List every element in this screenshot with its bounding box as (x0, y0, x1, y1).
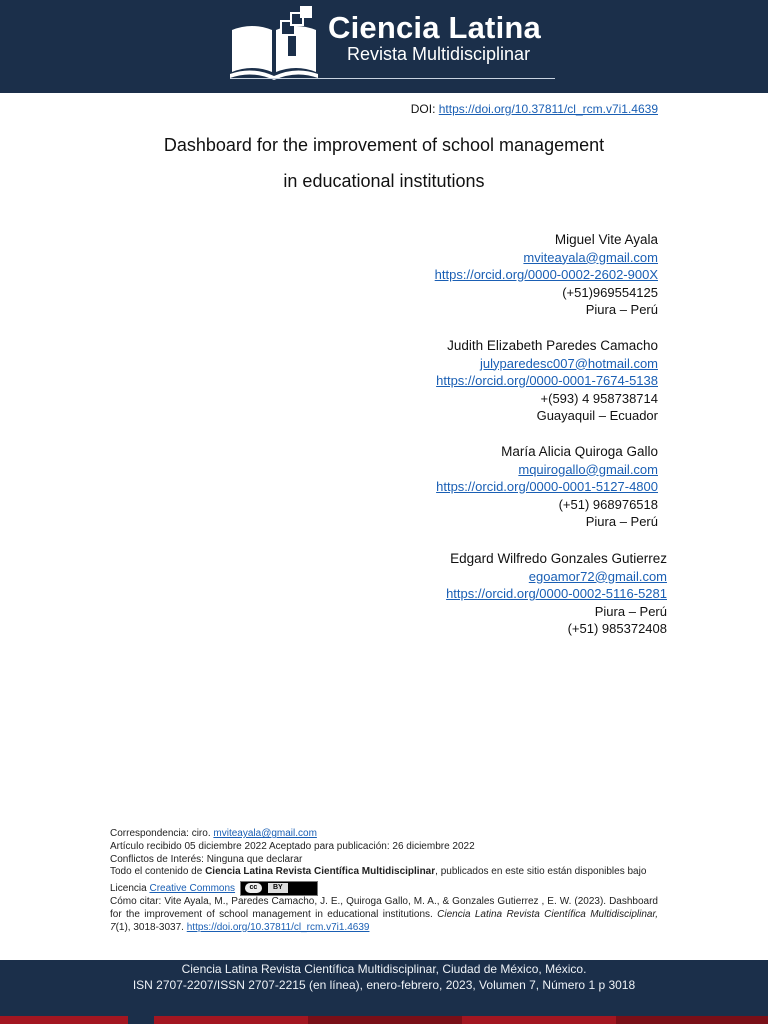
license-label: Licencia (110, 883, 150, 895)
paper-title-line-1: Dashboard for the improvement of school management (163, 135, 605, 155)
author-location: Piura – Perú (594, 603, 667, 619)
paper-title-line-2: in educational institutions (283, 171, 485, 191)
citation-issue: (1), 3018-3037. (115, 921, 187, 933)
author-phone: (+51) 968976518 (558, 496, 658, 512)
brand-title: Ciencia Latina (328, 10, 541, 45)
license-link[interactable]: Creative Commons (149, 883, 236, 895)
author-orcid[interactable]: https://orcid.org/0000-0001-7674-5138 (436, 373, 658, 388)
footer-stripe (308, 1016, 462, 1024)
doi-label: DOI: (410, 102, 439, 116)
author-location: Guayaquil – Ecuador (536, 408, 658, 423)
footer-stripe (154, 1016, 308, 1024)
content-suffix: , publicados en este sitio están disponibles bajo (435, 866, 647, 878)
citation-volume: , 7 (110, 908, 659, 933)
footer-stripe (128, 1016, 154, 1024)
citation-body: Cómo citar: Vite Ayala, M., Paredes Camacho, J. E., Quiroga Gallo, M. A., & Gonzales Gutierrez , E. W. (2023). Dashboard for the improvement of school management in educational institutions. (110, 896, 658, 920)
footer-line-1: Ciencia Latina Revista Científica Multidisciplinar, Ciudad de México, México. (181, 962, 587, 976)
article-footnote (110, 828, 658, 935)
author-phone: +(593) 4 958738714 (540, 390, 658, 406)
author-name: María Alicia Quiroga Gallo (501, 444, 658, 459)
correspondence-line (110, 828, 658, 841)
correspondence-label: Correspondencia: ciro. (110, 828, 214, 839)
author-orcid[interactable]: https://orcid.org/0000-0002-2602-900X (434, 267, 658, 282)
author-email[interactable]: egoamor72@gmail.com (528, 568, 667, 584)
author-phone: (+51)969554125 (562, 284, 658, 300)
correspondence-email[interactable]: mviteayala@gmail.com (213, 828, 317, 839)
author-block (446, 550, 667, 638)
conflicts-line: Conflictos de Interés: Ninguna que declarar (110, 853, 303, 865)
author-orcid[interactable]: https://orcid.org/0000-0002-5116-5281 (446, 586, 667, 601)
doi-line (411, 102, 658, 116)
author-block (436, 337, 658, 425)
author-name: Judith Elizabeth Paredes Camacho (447, 338, 658, 353)
citation-text (110, 896, 658, 934)
brand-divider (230, 78, 555, 79)
footer-line-2: ISN 2707-2207/ISSN 2707-2215 (en línea), enero-febrero, 2023, Volumen 7, Número 1 p 3018 (132, 978, 636, 992)
footer-stripe (616, 1016, 768, 1024)
author-block (435, 231, 658, 319)
author-location: Piura – Perú (585, 514, 658, 529)
author-block (436, 443, 658, 531)
journal-footer (0, 960, 768, 1016)
brand-subtitle: Revista Multidisciplinar (347, 44, 531, 64)
footer-stripe (0, 1016, 128, 1024)
author-name: Edgard Wilfredo Gonzales Gutierrez (450, 551, 667, 566)
journal-header (0, 0, 768, 93)
citation-journal: Ciencia Latina Revista Científica Multidisciplinar (437, 908, 656, 920)
author-location: Piura – Perú (585, 302, 658, 317)
author-email[interactable]: julyparedesc007@hotmail.com (480, 355, 658, 371)
doi-link[interactable]: https://doi.org/10.37811/cl_rcm.v7i1.4639 (438, 102, 658, 116)
author-phone: (+51) 985372408 (567, 621, 667, 636)
open-book-logo-icon (228, 6, 320, 80)
received-line: Artículo recibido 05 diciembre 2022 Aceptado para publicación: 26 diciembre 2022 (110, 840, 475, 852)
author-name: Miguel Vite Ayala (554, 232, 658, 247)
cc-by-badge-icon[interactable] (240, 881, 318, 896)
author-email[interactable]: mquirogallo@gmail.com (518, 461, 658, 477)
content-prefix: Todo el contenido de (110, 866, 206, 878)
content-journal: Ciencia Latina Revista Científica Multidisciplinar (205, 866, 436, 878)
content-line (110, 866, 658, 879)
author-orcid[interactable]: https://orcid.org/0000-0001-5127-4800 (436, 479, 658, 494)
citation-doi-link[interactable]: https://doi.org/10.37811/cl_rcm.v7i1.4639 (186, 921, 370, 933)
author-email[interactable]: mviteayala@gmail.com (523, 249, 658, 265)
cc-badge-by: BY (268, 883, 288, 893)
cc-badge-cc: cc (245, 883, 262, 893)
license-line (110, 881, 658, 896)
footer-stripes (0, 1016, 768, 1024)
footer-stripe (462, 1016, 616, 1024)
